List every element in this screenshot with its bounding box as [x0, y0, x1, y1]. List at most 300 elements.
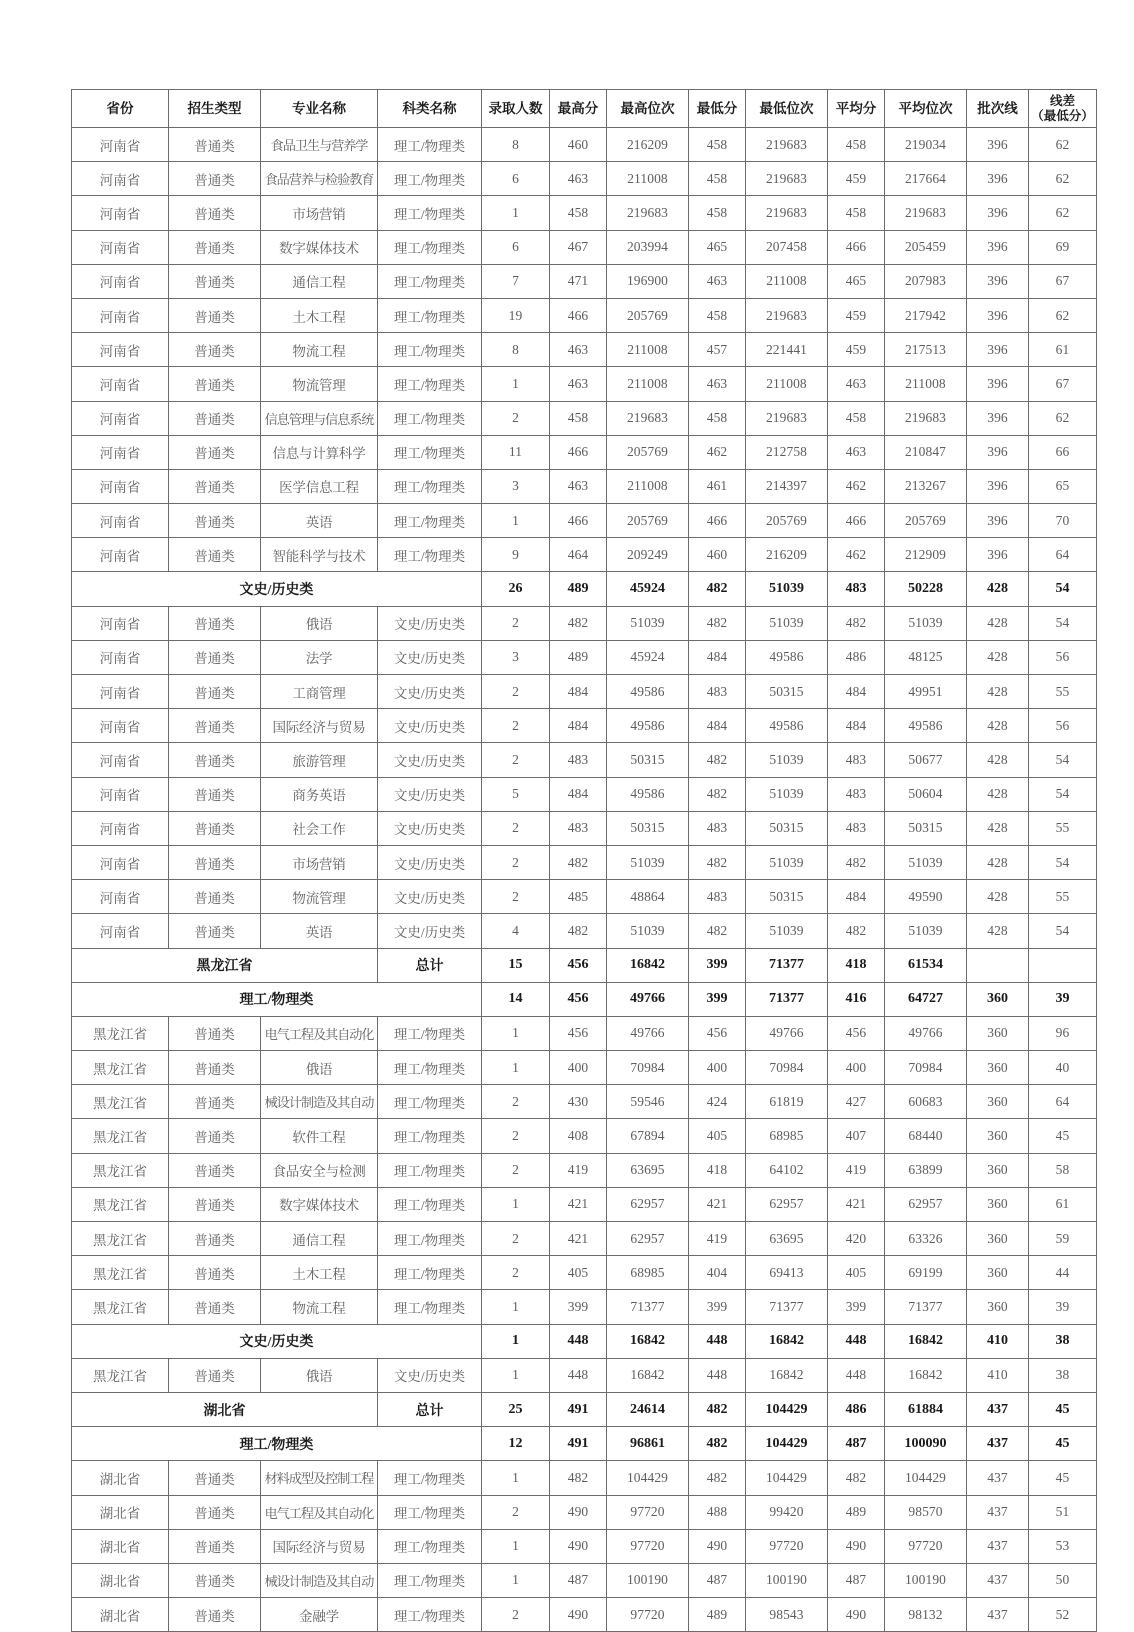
- cell-batch-line: 437: [967, 1598, 1029, 1632]
- cell-max-score: 467: [550, 230, 607, 264]
- cell-batch-line: 360: [967, 1153, 1029, 1187]
- cell-max-score: 463: [550, 162, 607, 196]
- cell-batch-line: 428: [967, 709, 1029, 743]
- cell-subject: 理工/物理类: [378, 538, 482, 572]
- cell-min-rank: 51039: [746, 606, 828, 640]
- cell-max-score: 430: [550, 1085, 607, 1119]
- cell-min-rank: 97720: [746, 1529, 828, 1563]
- cell-subject: 理工/物理类: [378, 298, 482, 332]
- cell-max-score: 456: [550, 1016, 607, 1050]
- cell-batch-line: 396: [967, 128, 1029, 162]
- table-row: [72, 401, 1097, 435]
- cell-line-diff: 56: [1029, 709, 1097, 743]
- cell-min-score: 484: [689, 640, 746, 674]
- cell-line-diff: 55: [1029, 880, 1097, 914]
- cell-line-diff: 38: [1029, 1324, 1097, 1358]
- cell-major: 商务英语: [261, 777, 378, 811]
- subject-summary-row: [72, 572, 1097, 606]
- cell-subject: 理工/物理类: [378, 1016, 482, 1050]
- cell-line-diff: 62: [1029, 196, 1097, 230]
- cell-province: 河南省: [72, 880, 169, 914]
- cell-avg-rank: 61534: [885, 948, 967, 982]
- column-header-batch-line: 批次线: [967, 90, 1029, 128]
- cell-avg-rank: 50315: [885, 811, 967, 845]
- cell-subject: 理工/物理类: [378, 1256, 482, 1290]
- cell-avg-score: 400: [828, 1051, 885, 1085]
- cell-major: 俄语: [261, 1358, 378, 1392]
- cell-max-score: 421: [550, 1187, 607, 1221]
- table-row: [72, 914, 1097, 948]
- cell-major: 市场营销: [261, 196, 378, 230]
- cell-admission-type: 普通类: [169, 367, 261, 401]
- subject-summary-row: [72, 1427, 1097, 1461]
- cell-count: 1: [482, 1016, 550, 1050]
- cell-count: 2: [482, 880, 550, 914]
- cell-batch-line: 437: [967, 1563, 1029, 1597]
- cell-batch-line: 428: [967, 640, 1029, 674]
- cell-count: 1: [482, 1461, 550, 1495]
- cell-max-rank: 68985: [607, 1256, 689, 1290]
- cell-admission-type: 普通类: [169, 298, 261, 332]
- cell-batch-line: 437: [967, 1529, 1029, 1563]
- cell-province: 河南省: [72, 469, 169, 503]
- cell-min-score: 482: [689, 1427, 746, 1461]
- cell-admission-type: 普通类: [169, 811, 261, 845]
- cell-admission-type: 普通类: [169, 743, 261, 777]
- cell-min-score: 483: [689, 811, 746, 845]
- cell-max-score: 421: [550, 1222, 607, 1256]
- cell-subject: 文史/历史类: [378, 914, 482, 948]
- cell-province: 河南省: [72, 367, 169, 401]
- cell-min-score: 424: [689, 1085, 746, 1119]
- cell-min-rank: 104429: [746, 1392, 828, 1426]
- cell-count: 12: [482, 1427, 550, 1461]
- cell-province: 河南省: [72, 640, 169, 674]
- cell-batch-line: 396: [967, 162, 1029, 196]
- admission-score-table-container: [71, 89, 1094, 1632]
- cell-line-diff: 69: [1029, 230, 1097, 264]
- cell-avg-rank: 62957: [885, 1187, 967, 1221]
- cell-count: 19: [482, 298, 550, 332]
- cell-avg-rank: 219683: [885, 196, 967, 230]
- cell-avg-score: 458: [828, 196, 885, 230]
- cell-subject: 理工/物理类: [378, 1529, 482, 1563]
- table-row: [72, 1085, 1097, 1119]
- province-summary-total-label: 总计: [378, 1392, 482, 1426]
- cell-admission-type: 普通类: [169, 1598, 261, 1632]
- cell-subject: 理工/物理类: [378, 128, 482, 162]
- cell-major: 物流管理: [261, 367, 378, 401]
- cell-max-rank: 97720: [607, 1495, 689, 1529]
- cell-province: 河南省: [72, 675, 169, 709]
- cell-min-score: 399: [689, 982, 746, 1016]
- cell-batch-line: 396: [967, 435, 1029, 469]
- cell-count: 26: [482, 572, 550, 606]
- cell-min-score: 418: [689, 1153, 746, 1187]
- cell-subject: 理工/物理类: [378, 367, 482, 401]
- cell-count: 1: [482, 196, 550, 230]
- cell-batch-line: 437: [967, 1495, 1029, 1529]
- cell-province: 河南省: [72, 606, 169, 640]
- cell-avg-rank: 219683: [885, 401, 967, 435]
- cell-avg-score: 482: [828, 1461, 885, 1495]
- table-row: [72, 1051, 1097, 1085]
- table-row: [72, 1119, 1097, 1153]
- table-row: [72, 504, 1097, 538]
- line-diff-label-main: 线差: [1049, 93, 1075, 108]
- cell-min-rank: 50315: [746, 675, 828, 709]
- cell-province: 河南省: [72, 298, 169, 332]
- cell-avg-score: 465: [828, 264, 885, 298]
- cell-min-rank: 16842: [746, 1358, 828, 1392]
- cell-max-score: 484: [550, 777, 607, 811]
- cell-subject: 理工/物理类: [378, 264, 482, 298]
- column-header-max-rank: 最高位次: [607, 90, 689, 128]
- cell-major: 金融学: [261, 1598, 378, 1632]
- cell-line-diff: 65: [1029, 469, 1097, 503]
- cell-avg-score: 459: [828, 162, 885, 196]
- cell-max-score: 491: [550, 1392, 607, 1426]
- cell-major: 信息管理与信息系统: [261, 401, 378, 435]
- cell-count: 8: [482, 128, 550, 162]
- cell-max-score: 399: [550, 1290, 607, 1324]
- table-row: [72, 675, 1097, 709]
- cell-min-rank: 71377: [746, 948, 828, 982]
- cell-line-diff: 50: [1029, 1563, 1097, 1597]
- cell-avg-score: 466: [828, 504, 885, 538]
- cell-max-score: 448: [550, 1324, 607, 1358]
- cell-min-rank: 49766: [746, 1016, 828, 1050]
- cell-batch-line: 360: [967, 1085, 1029, 1119]
- cell-avg-score: 421: [828, 1187, 885, 1221]
- cell-admission-type: 普通类: [169, 1290, 261, 1324]
- cell-province: 河南省: [72, 162, 169, 196]
- table-body: [72, 128, 1097, 1632]
- cell-max-score: 458: [550, 401, 607, 435]
- cell-min-score: 458: [689, 298, 746, 332]
- cell-subject: 理工/物理类: [378, 1153, 482, 1187]
- cell-avg-score: 484: [828, 709, 885, 743]
- cell-count: 9: [482, 538, 550, 572]
- cell-min-score: 490: [689, 1529, 746, 1563]
- cell-min-score: 404: [689, 1256, 746, 1290]
- cell-max-rank: 49766: [607, 982, 689, 1016]
- cell-province: 湖北省: [72, 1529, 169, 1563]
- cell-min-rank: 16842: [746, 1324, 828, 1358]
- cell-count: 1: [482, 1563, 550, 1597]
- cell-subject: 理工/物理类: [378, 1495, 482, 1529]
- table-row: [72, 777, 1097, 811]
- cell-major: 国际经济与贸易: [261, 709, 378, 743]
- cell-line-diff: 54: [1029, 606, 1097, 640]
- cell-min-rank: 219683: [746, 298, 828, 332]
- cell-admission-type: 普通类: [169, 709, 261, 743]
- table-row: [72, 880, 1097, 914]
- cell-max-score: 484: [550, 709, 607, 743]
- cell-min-score: 458: [689, 128, 746, 162]
- cell-batch-line: 437: [967, 1427, 1029, 1461]
- cell-max-rank: 205769: [607, 298, 689, 332]
- cell-min-score: 488: [689, 1495, 746, 1529]
- cell-province: 河南省: [72, 435, 169, 469]
- cell-province: 黑龙江省: [72, 1051, 169, 1085]
- cell-max-score: 463: [550, 333, 607, 367]
- cell-max-rank: 62957: [607, 1187, 689, 1221]
- cell-count: 1: [482, 1529, 550, 1563]
- cell-min-score: 482: [689, 572, 746, 606]
- table-row: [72, 230, 1097, 264]
- cell-major: 物流管理: [261, 880, 378, 914]
- table-row: [72, 435, 1097, 469]
- cell-subject: 理工/物理类: [378, 469, 482, 503]
- cell-province: 黑龙江省: [72, 1085, 169, 1119]
- cell-count: 8: [482, 333, 550, 367]
- cell-count: 15: [482, 948, 550, 982]
- cell-max-score: 482: [550, 606, 607, 640]
- cell-avg-score: 459: [828, 333, 885, 367]
- cell-min-score: 462: [689, 435, 746, 469]
- cell-max-rank: 49766: [607, 1016, 689, 1050]
- cell-count: 2: [482, 606, 550, 640]
- cell-avg-rank: 49590: [885, 880, 967, 914]
- cell-line-diff: 67: [1029, 264, 1097, 298]
- cell-min-rank: 68985: [746, 1119, 828, 1153]
- cell-admission-type: 普通类: [169, 230, 261, 264]
- cell-count: 2: [482, 743, 550, 777]
- cell-batch-line: 396: [967, 401, 1029, 435]
- table-row: [72, 333, 1097, 367]
- cell-subject: 文史/历史类: [378, 675, 482, 709]
- cell-avg-rank: 205459: [885, 230, 967, 264]
- cell-avg-score: 416: [828, 982, 885, 1016]
- subject-summary-label: 理工/物理类: [72, 982, 482, 1016]
- cell-major: 电气工程及其自动化: [261, 1495, 378, 1529]
- cell-subject: 理工/物理类: [378, 435, 482, 469]
- cell-batch-line: 396: [967, 367, 1029, 401]
- cell-province: 河南省: [72, 230, 169, 264]
- cell-avg-score: 427: [828, 1085, 885, 1119]
- cell-avg-rank: 205769: [885, 504, 967, 538]
- cell-max-score: 482: [550, 914, 607, 948]
- cell-major: 通信工程: [261, 264, 378, 298]
- cell-max-rank: 71377: [607, 1290, 689, 1324]
- cell-max-score: 463: [550, 367, 607, 401]
- cell-major: 数字媒体技术: [261, 1187, 378, 1221]
- cell-batch-line: 428: [967, 675, 1029, 709]
- cell-major: 软件工程: [261, 1119, 378, 1153]
- cell-line-diff: 39: [1029, 982, 1097, 1016]
- cell-max-rank: 203994: [607, 230, 689, 264]
- cell-min-score: 458: [689, 162, 746, 196]
- cell-line-diff: 58: [1029, 1153, 1097, 1187]
- table-row: [72, 298, 1097, 332]
- cell-avg-rank: 68440: [885, 1119, 967, 1153]
- cell-avg-rank: 100090: [885, 1427, 967, 1461]
- cell-max-rank: 51039: [607, 606, 689, 640]
- cell-line-diff: 96: [1029, 1016, 1097, 1050]
- cell-admission-type: 普通类: [169, 435, 261, 469]
- cell-major: 物流工程: [261, 333, 378, 367]
- header-row: [72, 90, 1097, 128]
- cell-avg-score: 459: [828, 298, 885, 332]
- cell-line-diff: 45: [1029, 1427, 1097, 1461]
- cell-min-rank: 98543: [746, 1598, 828, 1632]
- cell-line-diff: 67: [1029, 367, 1097, 401]
- cell-line-diff: 62: [1029, 298, 1097, 332]
- cell-line-diff: 55: [1029, 675, 1097, 709]
- cell-avg-score: 486: [828, 640, 885, 674]
- cell-avg-rank: 217942: [885, 298, 967, 332]
- column-header-min-score: 最低分: [689, 90, 746, 128]
- cell-batch-line: 428: [967, 811, 1029, 845]
- cell-min-rank: 219683: [746, 196, 828, 230]
- cell-avg-score: 419: [828, 1153, 885, 1187]
- cell-batch-line: 428: [967, 743, 1029, 777]
- cell-avg-rank: 97720: [885, 1529, 967, 1563]
- cell-max-score: 471: [550, 264, 607, 298]
- cell-avg-rank: 207983: [885, 264, 967, 298]
- cell-count: 11: [482, 435, 550, 469]
- cell-major: 市场营销: [261, 845, 378, 879]
- cell-avg-rank: 51039: [885, 606, 967, 640]
- cell-max-score: 483: [550, 811, 607, 845]
- table-row: [72, 1153, 1097, 1187]
- table-row: [72, 743, 1097, 777]
- cell-subject: 理工/物理类: [378, 504, 482, 538]
- cell-avg-rank: 217513: [885, 333, 967, 367]
- cell-min-score: 482: [689, 606, 746, 640]
- cell-min-rank: 99420: [746, 1495, 828, 1529]
- cell-batch-line: 428: [967, 880, 1029, 914]
- cell-major: 数字媒体技术: [261, 230, 378, 264]
- cell-max-rank: 211008: [607, 469, 689, 503]
- cell-max-rank: 16842: [607, 1324, 689, 1358]
- cell-min-score: 487: [689, 1563, 746, 1597]
- cell-max-rank: 205769: [607, 504, 689, 538]
- cell-min-rank: 71377: [746, 982, 828, 1016]
- cell-avg-score: 483: [828, 811, 885, 845]
- cell-major: 俄语: [261, 1051, 378, 1085]
- cell-subject: 理工/物理类: [378, 1119, 482, 1153]
- cell-count: 14: [482, 982, 550, 1016]
- cell-subject: 理工/物理类: [378, 1222, 482, 1256]
- cell-min-score: 466: [689, 504, 746, 538]
- cell-avg-rank: 211008: [885, 367, 967, 401]
- cell-min-score: 482: [689, 914, 746, 948]
- cell-avg-score: 456: [828, 1016, 885, 1050]
- cell-batch-line: 396: [967, 333, 1029, 367]
- cell-line-diff: 40: [1029, 1051, 1097, 1085]
- cell-avg-rank: 212909: [885, 538, 967, 572]
- cell-count: 6: [482, 230, 550, 264]
- cell-max-rank: 100190: [607, 1563, 689, 1597]
- cell-batch-line: 428: [967, 606, 1029, 640]
- cell-avg-rank: 50604: [885, 777, 967, 811]
- cell-max-score: 458: [550, 196, 607, 230]
- cell-min-score: 484: [689, 709, 746, 743]
- cell-min-rank: 51039: [746, 572, 828, 606]
- cell-max-score: 484: [550, 675, 607, 709]
- cell-min-score: 483: [689, 675, 746, 709]
- cell-min-score: 458: [689, 401, 746, 435]
- cell-count: 2: [482, 811, 550, 845]
- cell-major: 食品营养与检验教育: [261, 162, 378, 196]
- cell-line-diff: 61: [1029, 1187, 1097, 1221]
- table-row: [72, 1256, 1097, 1290]
- cell-max-rank: 62957: [607, 1222, 689, 1256]
- cell-min-rank: 104429: [746, 1461, 828, 1495]
- cell-line-diff: 44: [1029, 1256, 1097, 1290]
- cell-line-diff: 53: [1029, 1529, 1097, 1563]
- cell-max-rank: 96861: [607, 1427, 689, 1461]
- table-row: [72, 367, 1097, 401]
- cell-subject: 理工/物理类: [378, 196, 482, 230]
- cell-avg-score: 484: [828, 675, 885, 709]
- cell-admission-type: 普通类: [169, 914, 261, 948]
- cell-min-rank: 207458: [746, 230, 828, 264]
- table-row: [72, 1016, 1097, 1050]
- cell-count: 5: [482, 777, 550, 811]
- cell-min-score: 463: [689, 367, 746, 401]
- province-summary-label: 湖北省: [72, 1392, 378, 1426]
- cell-batch-line: 437: [967, 1392, 1029, 1426]
- cell-subject: 理工/物理类: [378, 1563, 482, 1597]
- table-row: [72, 709, 1097, 743]
- cell-count: 2: [482, 1598, 550, 1632]
- cell-subject: 理工/物理类: [378, 1461, 482, 1495]
- cell-batch-line: 360: [967, 1051, 1029, 1085]
- cell-max-rank: 67894: [607, 1119, 689, 1153]
- province-summary-row: [72, 1392, 1097, 1426]
- cell-count: 1: [482, 367, 550, 401]
- cell-count: 2: [482, 675, 550, 709]
- cell-max-score: 485: [550, 880, 607, 914]
- province-summary-total-label: 总计: [378, 948, 482, 982]
- cell-admission-type: 普通类: [169, 1016, 261, 1050]
- cell-min-rank: 49586: [746, 640, 828, 674]
- cell-line-diff: 45: [1029, 1119, 1097, 1153]
- cell-min-score: 456: [689, 1016, 746, 1050]
- cell-admission-type: 普通类: [169, 1085, 261, 1119]
- cell-min-score: 405: [689, 1119, 746, 1153]
- cell-admission-type: 普通类: [169, 1529, 261, 1563]
- cell-major: 通信工程: [261, 1222, 378, 1256]
- cell-max-score: 466: [550, 298, 607, 332]
- cell-avg-score: 482: [828, 914, 885, 948]
- cell-count: 2: [482, 1119, 550, 1153]
- column-header-line-diff: [1029, 90, 1097, 128]
- cell-subject: 理工/物理类: [378, 1051, 482, 1085]
- cell-line-diff: 62: [1029, 401, 1097, 435]
- cell-count: 1: [482, 1324, 550, 1358]
- cell-batch-line: 360: [967, 1290, 1029, 1324]
- cell-min-rank: 51039: [746, 914, 828, 948]
- cell-province: 湖北省: [72, 1495, 169, 1529]
- cell-line-diff: 51: [1029, 1495, 1097, 1529]
- cell-count: 2: [482, 1085, 550, 1119]
- cell-max-rank: 216209: [607, 128, 689, 162]
- cell-avg-rank: 210847: [885, 435, 967, 469]
- cell-avg-rank: 63899: [885, 1153, 967, 1187]
- cell-max-rank: 48864: [607, 880, 689, 914]
- cell-max-rank: 209249: [607, 538, 689, 572]
- cell-batch-line: 437: [967, 1461, 1029, 1495]
- cell-admission-type: 普通类: [169, 162, 261, 196]
- cell-province: 黑龙江省: [72, 1153, 169, 1187]
- cell-major: 社会工作: [261, 811, 378, 845]
- cell-admission-type: 普通类: [169, 1495, 261, 1529]
- cell-subject: 文史/历史类: [378, 743, 482, 777]
